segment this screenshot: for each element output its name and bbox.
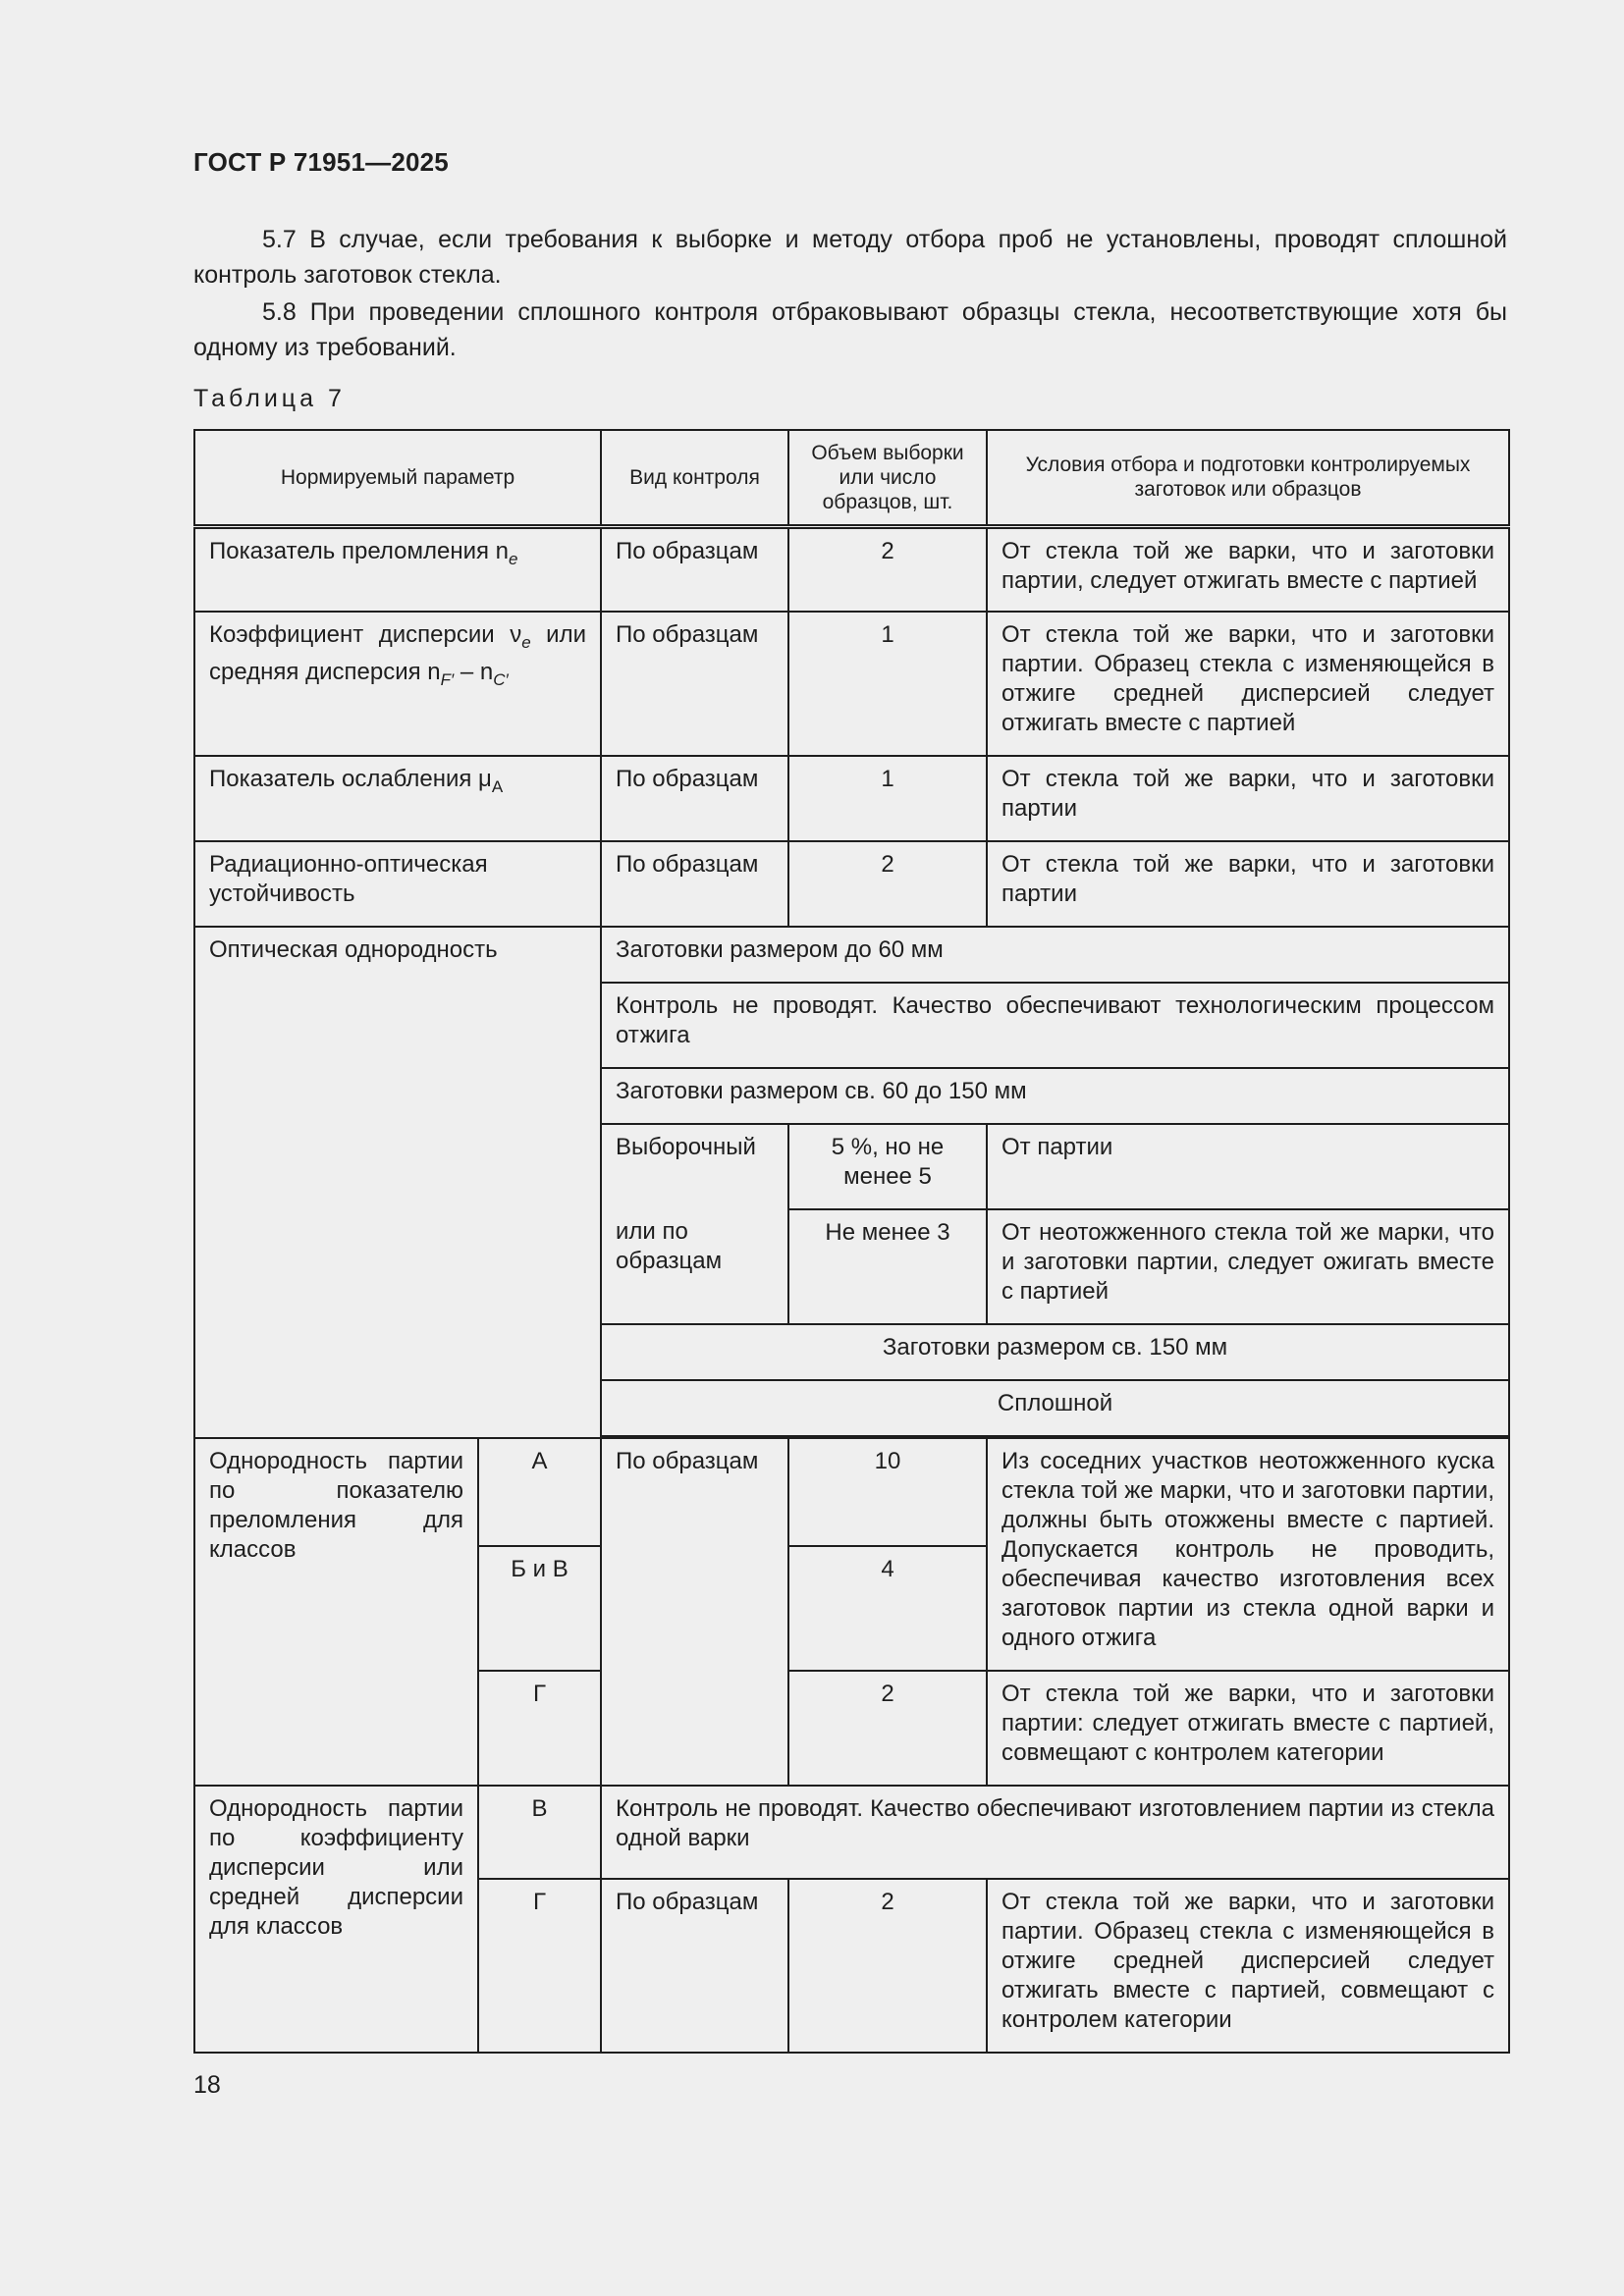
cell-conditions: От неотожженного стекла той же марки, что и заготовки партии, следует ожигать вместе с партией <box>987 1209 1509 1324</box>
cell-volume: 1 <box>788 612 987 756</box>
cell-control-selective: Выборочный <box>601 1124 788 1209</box>
table-row <box>194 841 1509 927</box>
cell-no-control-single-melt: Контроль не проводят. Качество обеспечивают изготовлением партии из стекла одной варки <box>601 1786 1509 1879</box>
table-7 <box>193 429 1508 2048</box>
cell-param-optical-homogeneity: Оптическая однородность <box>194 927 601 1438</box>
cell-class-bv: Б и В <box>478 1546 601 1671</box>
cell-conditions: От стекла той же варки, что и заготовки партии <box>987 756 1509 841</box>
cell-param: Коэффициент дисперсии $\nu_e$ или средняя дисперсия $n_{F'} - n_{C'}$ <box>194 612 601 756</box>
cell-control: По образцам <box>601 612 788 756</box>
cell-param: Показатель ослабления $\mu_A$ <box>194 756 601 841</box>
cell-volume: Не менее 3 <box>788 1209 987 1324</box>
paragraph-5-8: 5.8 При проведении сплошного контроля отбраковывают образцы стекла, несоответствующие хотя бы одному из требований. <box>193 298 1507 361</box>
cell-control: По образцам <box>601 1879 788 2053</box>
header-volume: Объем выборки или число образцов, шт. <box>788 430 987 526</box>
cell-control: По образцам <box>601 526 788 612</box>
table-row <box>194 1438 1509 1546</box>
cell-class-v: В <box>478 1786 601 1879</box>
cell-conditions: От стекла той же варки, что и заготовки партии: следует отжигать вместе с партией, совмещают с контролем категории <box>987 1671 1509 1786</box>
cell-conditions: Из соседних участков неотожженного куска стекла той же марки, что и заготовки партии, должны быть отожжены вместе с партией. Допускается контроль не проводить, обеспечивая качество изготовления всех заготовок партии из стекла одной варки и одного отжига <box>987 1438 1509 1671</box>
cell-control: По образцам <box>601 1438 788 1786</box>
cell-conditions: От партии <box>987 1124 1509 1209</box>
cell-conditions: От стекла той же варки, что и заготовки партии. Образец стекла с изменяющейся в отжиге средней дисперсией следует отжигать вместе с партией <box>987 612 1509 756</box>
cell-class-g: Г <box>478 1671 601 1786</box>
cell-conditions: От стекла той же варки, что и заготовки партии. Образец стекла с изменяющейся в отжиге средней дисперсией следует отжигать вместе с партией, совмещают с контролем категории <box>987 1879 1509 2053</box>
cell-conditions: От стекла той же варки, что и заготовки партии, следует отжигать вместе с партией <box>987 526 1509 612</box>
table-caption: Таблица 7 <box>193 385 346 412</box>
subheader-size-150: Заготовки размером св. 150 мм <box>601 1324 1509 1380</box>
header-conditions: Условия отбора и подготовки контролируемых заготовок или образцов <box>987 430 1509 526</box>
cell-volume: 10 <box>788 1438 987 1546</box>
cell-volume: 5 %, но не менее 5 <box>788 1124 987 1209</box>
header-param: Нормируемый параметр <box>194 430 601 526</box>
cell-volume: 2 <box>788 1879 987 2053</box>
table-header-row <box>194 430 1509 526</box>
subheader-size-60-150: Заготовки размером св. 60 до 150 мм <box>601 1068 1509 1124</box>
cell-volume: 2 <box>788 1671 987 1786</box>
cell-volume: 1 <box>788 756 987 841</box>
table-row <box>194 927 1509 983</box>
cell-volume: 4 <box>788 1546 987 1671</box>
cell-continuous-control: Сплошной <box>601 1380 1509 1436</box>
cell-param-batch-homogeneity-refraction: Однородность партии по показателю преломления для классов <box>194 1438 478 1786</box>
table-row <box>194 612 1509 756</box>
cell-conditions: От стекла той же варки, что и заготовки партии <box>987 841 1509 927</box>
cell-class-a: А <box>478 1438 601 1546</box>
cell-control-by-samples: или по образцам <box>601 1209 788 1324</box>
control-table <box>193 429 1510 2054</box>
table-row <box>194 756 1509 841</box>
header-control: Вид контроля <box>601 430 788 526</box>
subheader-size-60: Заготовки размером до 60 мм <box>601 927 1509 983</box>
cell-control: По образцам <box>601 841 788 927</box>
cell-param-batch-homogeneity-dispersion: Однородность партии по коэффициенту дисперсии или средней дисперсии для классов <box>194 1786 478 2053</box>
table-row <box>194 526 1509 612</box>
page-number: 18 <box>193 2071 221 2099</box>
paragraph-5-7: 5.7 В случае, если требования к выборке и методу отбора проб не установлены, проводят сплошной контроль заготовок стекла. <box>193 226 1507 289</box>
table-row <box>194 1786 1509 1879</box>
cell-param: Радиационно-оптическая устойчивость <box>194 841 601 927</box>
cell-control: По образцам <box>601 756 788 841</box>
cell-param: Показатель преломления $n_e$ <box>194 526 601 612</box>
cell-volume: 2 <box>788 526 987 612</box>
cell-class-g: Г <box>478 1879 601 2053</box>
document-header: ГОСТ Р 71951—2025 <box>193 147 449 177</box>
cell-no-control-annealing: Контроль не проводят. Качество обеспечивают технологическим процессом отжига <box>601 983 1509 1068</box>
cell-volume: 2 <box>788 841 987 927</box>
